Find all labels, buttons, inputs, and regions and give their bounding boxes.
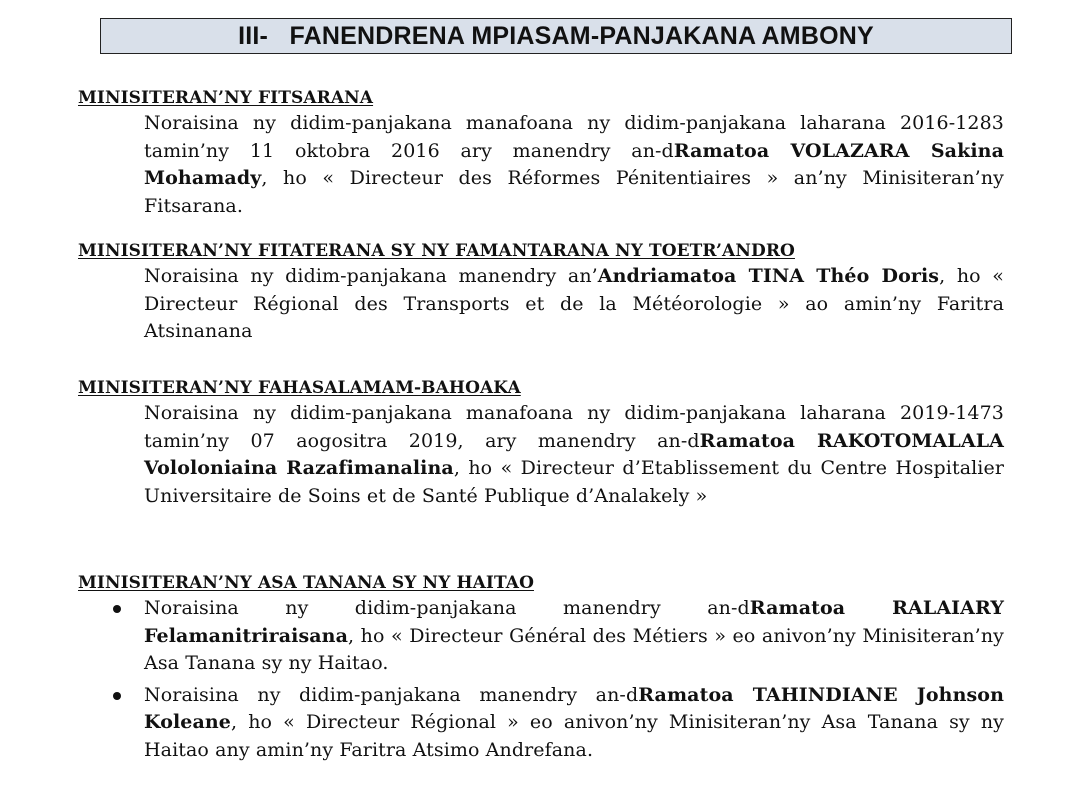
section-paragraph <box>144 110 1004 220</box>
appointee-name: Ramatoa RALAIARY Felamanitriraisana <box>144 597 1004 647</box>
section-paragraph <box>144 263 1004 346</box>
paragraph-text: , ho « Directeur d’Etablissement du Centre Hospitalier Universitaire de Soins et de Santé Publique d’Analakely » <box>144 457 1004 507</box>
section-heading: MINISITERAN’NY FITATERANA SY NY FAMANTARANA NY TOETR’ANDRO <box>78 241 795 261</box>
section-heading: MINISITERAN’NY FITSARANA <box>78 88 374 108</box>
appointee-name: Ramatoa VOLAZARA Sakina Mohamady <box>144 139 1004 189</box>
list-item <box>144 595 1004 678</box>
paragraph-text: Noraisina ny didim-panjakana manafoana ny didim-panjakana laharana 2016-1283 tamin’ny 11 oktobra 2016 ary manendry an-d <box>144 112 1004 162</box>
appointee-name: Ramatoa RAKOTOMALALA Vololoniaina Razafimanalina <box>144 429 1004 479</box>
appointee-name: Ramatoa TAHINDIANE Johnson Koleane <box>144 683 1004 733</box>
paragraph-text: Noraisina ny didim-panjakana manendry an’ <box>144 265 598 287</box>
section-fitsarana <box>78 86 1004 220</box>
section-paragraph <box>144 400 1004 510</box>
section-heading: MINISITERAN’NY ASA TANANA SY NY HAITAO <box>78 573 534 593</box>
section-asa-tanana <box>78 571 1004 764</box>
paragraph-text: , ho « Directeur Régional » eo anivon’ny Minisiteran’ny Asa Tanana sy ny Haitao any amin’ny Faritra Atsimo Andrefana. <box>144 711 1004 761</box>
paragraph-text: , ho « Directeur Régional des Transports et de la Météorologie » ao amin’ny Faritra Atsinanana <box>144 265 1004 342</box>
section-fitaterana <box>78 239 1004 346</box>
appointee-name: Andriamatoa TINA Théo Doris <box>597 265 940 287</box>
paragraph-text: , ho « Directeur Général des Métiers » eo anivon’ny Minisiteran’ny Asa Tanana sy ny Haitao. <box>144 624 1004 674</box>
section-title: III- FANENDRENA MPIASAM-PANJAKANA AMBONY <box>100 18 1012 54</box>
section-fahasalamana <box>78 376 1004 510</box>
list-item <box>144 682 1004 765</box>
bullet-icon <box>113 605 121 613</box>
paragraph-text: Noraisina ny didim-panjakana manafoana ny didim-panjakana laharana 2019-1473 tamin’ny 07 aogositra 2019, ary manendry an-d <box>144 402 1004 452</box>
paragraph-text: Noraisina ny didim-panjakana manendry an-d <box>144 683 639 706</box>
paragraph-text: Noraisina ny didim-panjakana manendry an-d <box>144 597 750 619</box>
paragraph-text: , ho « Directeur des Réformes Pénitentiaires » an’ny Minisiteran’ny Fitsarana. <box>144 167 1004 217</box>
section-heading: MINISITERAN’NY FAHASALAMAM-BAHOAKA <box>78 378 521 398</box>
bullet-icon <box>113 692 121 700</box>
